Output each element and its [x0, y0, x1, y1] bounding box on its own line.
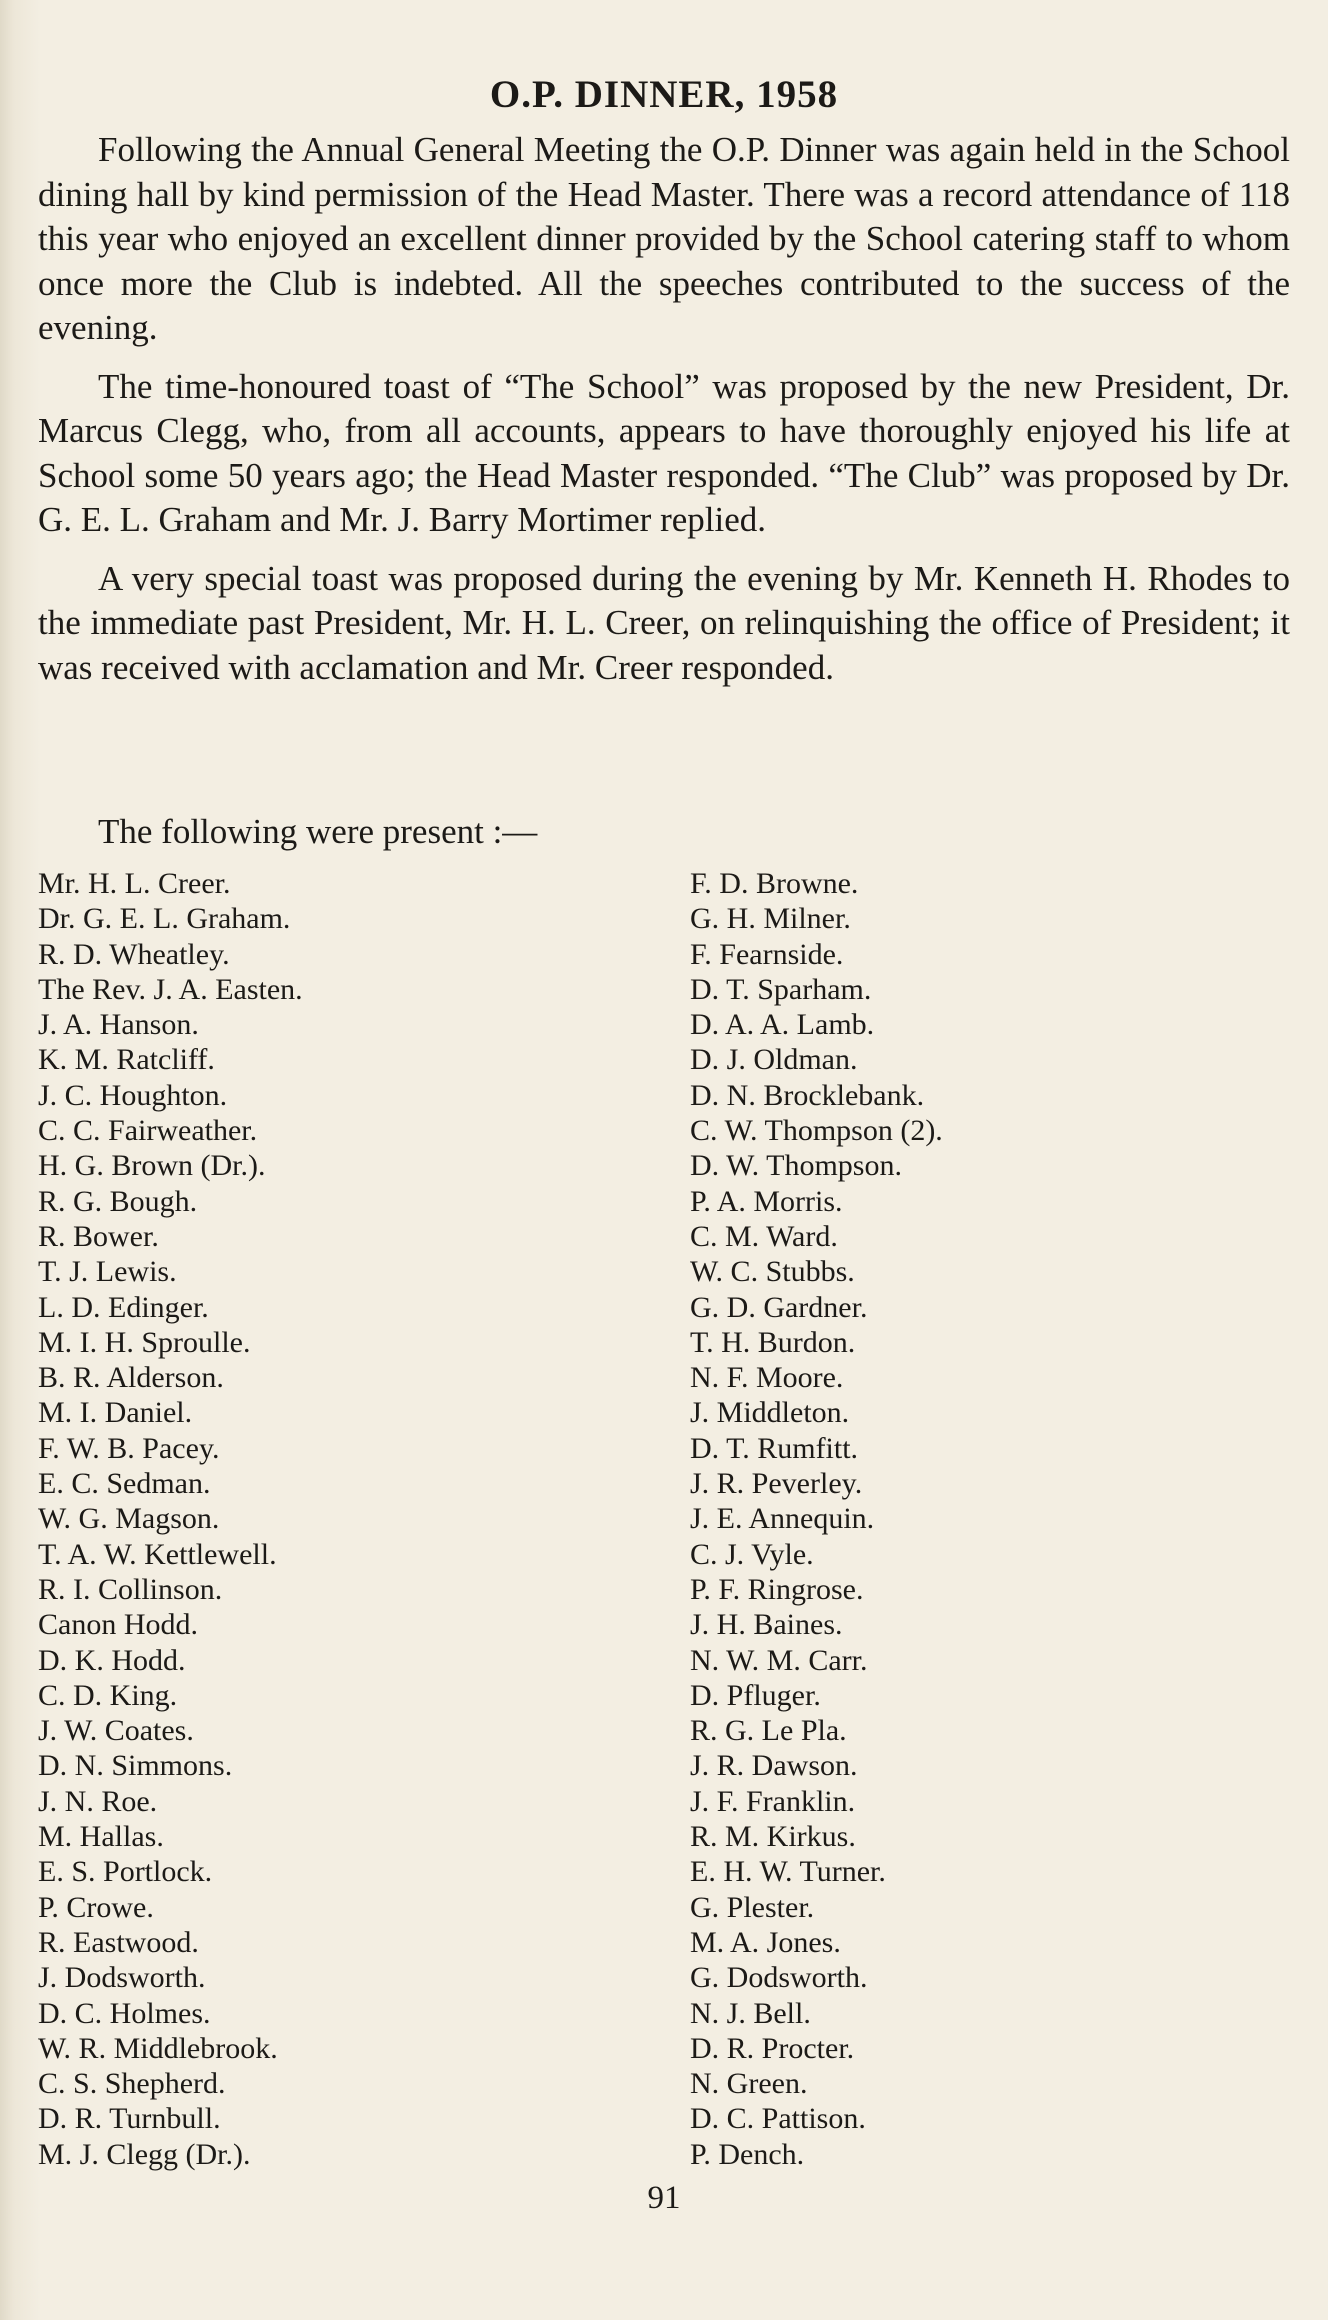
attendee-name: T. H. Burdon. [690, 1325, 856, 1359]
attendee-name: J. E. Annequin. [690, 1502, 875, 1536]
attendees-intro: The following were present :— [98, 812, 538, 851]
attendee-name: D. C. Pattison. [690, 2102, 866, 2136]
attendee-name: P. F. Ringrose. [690, 1572, 864, 1606]
attendee-name: R. Bower. [38, 1219, 159, 1253]
attendee-name: G. Plester. [690, 1890, 815, 1924]
attendee-name: N. W. M. Carr. [690, 1643, 868, 1677]
attendee-name: C. M. Ward. [690, 1219, 838, 1253]
attendee-name: J. H. Baines. [690, 1608, 843, 1642]
attendee-name: T. J. Lewis. [38, 1255, 177, 1289]
attendee-name: J. Middleton. [690, 1396, 850, 1430]
article-body [38, 128, 1290, 704]
attendee-name: E. S. Portlock. [38, 1855, 213, 1889]
attendee-name: N. Green. [690, 2067, 808, 2101]
page-title: O.P. DINNER, 1958 [489, 73, 839, 116]
attendee-name: D. J. Oldman. [690, 1043, 858, 1077]
attendee-name: N. J. Bell. [690, 1996, 811, 2030]
attendee-name: B. R. Alderson. [38, 1361, 224, 1395]
attendee-name: G. H. Milner. [690, 902, 851, 936]
attendee-name: L. D. Edinger. [38, 1290, 209, 1324]
attendee-name: C. W. Thompson (2). [690, 1114, 943, 1148]
attendee-name: E. H. W. Turner. [690, 1855, 886, 1889]
attendee-name: G. Dodsworth. [690, 1961, 868, 1995]
attendee-name: The Rev. J. A. Easten. [38, 972, 303, 1006]
attendee-name: R. M. Kirkus. [690, 1820, 856, 1854]
attendee-name: D. N. Brocklebank. [690, 1078, 925, 1112]
attendee-name: P. Dench. [690, 2137, 805, 2171]
attendee-name: D. K. Hodd. [38, 1643, 186, 1677]
attendee-name: C. D. King. [38, 1678, 178, 1712]
attendee-name: M. I. Daniel. [38, 1396, 193, 1430]
attendee-name: E. C. Sedman. [38, 1467, 211, 1501]
attendee-name: D. W. Thompson. [690, 1149, 902, 1183]
attendee-name: J. Dodsworth. [38, 1961, 206, 1995]
attendee-name: T. A. W. Kettlewell. [38, 1537, 277, 1571]
attendee-name: J. A. Hanson. [38, 1008, 199, 1042]
attendee-name: W. C. Stubbs. [690, 1255, 855, 1289]
paragraph: Following the Annual General Meeting the O.P. Dinner was again held in the School dining hall by kind permission of the Head Master. There was a record attendance of 118 this year who enjoyed an excellent dinner provided by the School catering staff to whom once more the Club is indebted. All the speeches contributed to the success of the evening. [38, 130, 1290, 347]
attendee-name: Canon Hodd. [38, 1608, 198, 1642]
attendee-name: C. C. Fairweather. [38, 1114, 258, 1148]
attendee-name: D. N. Simmons. [38, 1749, 233, 1783]
attendees-list-left [38, 866, 303, 2172]
attendee-name: D. R. Procter. [690, 2031, 855, 2065]
attendee-name: D. R. Turnbull. [38, 2102, 221, 2136]
attendee-name: J. R. Peverley. [690, 1467, 863, 1501]
attendee-name: J. W. Coates. [38, 1714, 194, 1748]
paragraph: The time-honoured toast of “The School” was proposed by the new President, Dr. Marcus Clegg, who, from all accounts, appears to have thoroughly enjoyed his life at School some 50 years ago; the Head Master responded. “The Club” was proposed by Dr. G. E. L. Graham and Mr. J. Barry Mortimer replied. [38, 366, 1290, 539]
attendee-name: J. C. Houghton. [38, 1078, 228, 1112]
attendee-name: W. R. Middlebrook. [38, 2031, 278, 2065]
attendee-name: M. I. H. Sproulle. [38, 1325, 251, 1359]
attendee-name: C. S. Shepherd. [38, 2067, 226, 2101]
attendee-name: J. N. Roe. [38, 1784, 158, 1818]
attendee-name: K. M. Ratcliff. [38, 1043, 215, 1077]
attendee-name: C. J. Vyle. [690, 1537, 814, 1571]
attendee-name: F. Fearnside. [690, 937, 844, 971]
attendee-name: G. D. Gardner. [690, 1290, 868, 1324]
attendee-name: M. Hallas. [38, 1820, 164, 1854]
attendee-name: H. G. Brown (Dr.). [38, 1149, 266, 1183]
attendee-name: M. J. Clegg (Dr.). [38, 2137, 251, 2171]
attendee-name: D. A. A. Lamb. [690, 1008, 875, 1042]
paragraph: A very special toast was proposed during the evening by Mr. Kenneth H. Rhodes to the immediate past President, Mr. H. L. Creer, on relinquishing the office of President; it was received with acclamation and Mr. Creer responded. [38, 558, 1290, 687]
attendee-name: F. D. Browne. [690, 867, 859, 900]
attendee-name: P. A. Morris. [690, 1184, 843, 1218]
attendee-name: D. T. Sparham. [690, 972, 872, 1006]
attendee-name: Dr. G. E. L. Graham. [38, 902, 291, 936]
attendees-list-right [690, 866, 943, 2172]
attendee-name: Mr. H. L. Creer. [38, 867, 231, 900]
attendee-name: P. Crowe. [38, 1890, 154, 1924]
attendee-name: W. G. Magson. [38, 1502, 220, 1536]
attendee-name: D. C. Holmes. [38, 1996, 211, 2030]
attendee-name: M. A. Jones. [690, 1925, 841, 1959]
attendee-name: J. F. Franklin. [690, 1784, 856, 1818]
attendee-name: N. F. Moore. [690, 1361, 844, 1395]
attendee-name: R. D. Wheatley. [38, 937, 230, 971]
attendee-name: D. Pfluger. [690, 1678, 821, 1712]
attendee-name: F. W. B. Pacey. [38, 1431, 220, 1465]
attendee-name: R. G. Le Pla. [690, 1714, 847, 1748]
attendee-name: R. I. Collinson. [38, 1572, 223, 1606]
page-number: 91 [647, 2180, 681, 2216]
attendee-name: J. R. Dawson. [690, 1749, 858, 1783]
attendee-name: R. G. Bough. [38, 1184, 198, 1218]
attendee-name: R. Eastwood. [38, 1925, 199, 1959]
attendee-name: D. T. Rumfitt. [690, 1431, 859, 1465]
